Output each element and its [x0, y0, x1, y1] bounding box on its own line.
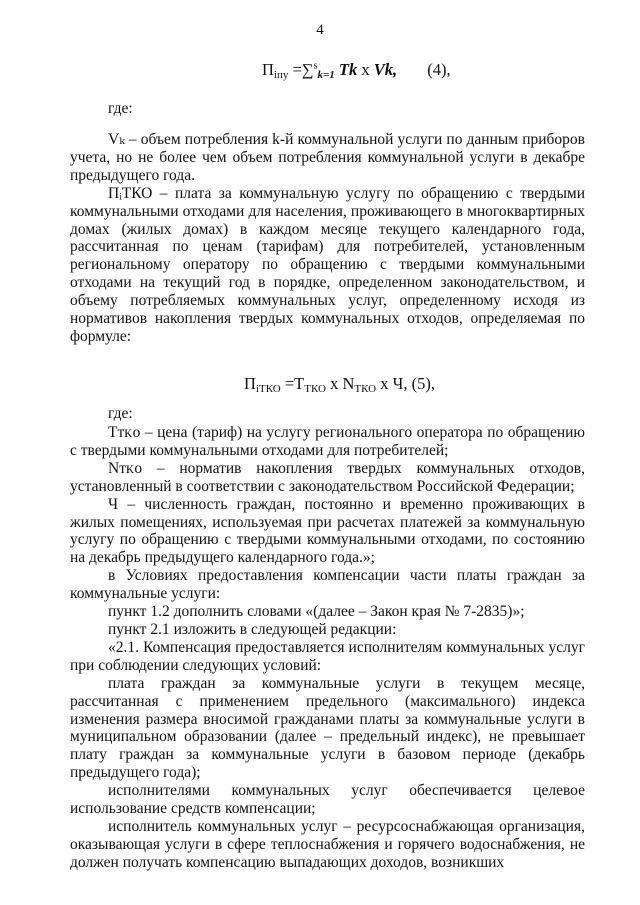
paragraph-pitko: ПᵢТКО – плата за коммунальную услугу по обращению с твердыми коммунальными отходами для населения, проживающего в многоквартирных домах (жилых домах) в каждом месяце текущего календарного года, рассчитанная по ценам (тарифам) для потребителей, установленным региональному оператору по обращению с твердыми коммунальными отходами на текущий год в порядке, определенном законодательством, и объему потребляемых коммунальных услуг, определенному исходя из нормативов накопления твердых коммунальных отходов, определяемая по формуле: — [70, 184, 585, 345]
formula-4-eq: =∑ — [288, 60, 314, 79]
paragraph: пункт 1.2 дополнить словами «(далее – Закон края № 7-2835)»; — [108, 603, 525, 621]
where-label-1: где: — [108, 100, 133, 117]
paragraph: «2.1. Компенсация предоставляется исполнителям коммунальных услуг при соблюдении следующих условий: — [70, 638, 585, 674]
body-block-1 — [70, 131, 585, 346]
formula-4 — [262, 60, 451, 81]
paragraph: Тᴛᴋᴏ – цена (тариф) на услугу регионального оператора по обращению с твердыми коммунальными отходами для потребителей; — [70, 424, 585, 459]
formula-4-lhs-sub: iпу — [273, 69, 289, 81]
formula-4-lhs: П — [262, 60, 274, 79]
paragraph-vk: Vₖ – объем потребления k-й коммунальной услуги по данным приборов учета, но не более чем объем потребления коммунальной услуги в декабре предыдущего года. — [70, 131, 585, 184]
formula-5-rest: x Ч, (5), — [376, 374, 435, 393]
paragraph: Nᴛᴋᴏ – норматив накопления твердых коммунальных отходов, установленный в соответствии с законодательством Российской Федерации; — [70, 459, 585, 495]
paragraph: в Условиях предоставления компенсации части платы граждан за коммунальные услуги: — [70, 567, 585, 603]
formula-5-x1: x N — [325, 374, 355, 393]
paragraph: плата граждан за коммунальные услуги в текущем месяце, рассчитанная с применением предельного (максимального) индекса изменения размера вносимой гражданами платы за коммунальные услуги в муниципальном образовании (далее – предельный индекс), не превышает плату граждан за коммунальные услуги в базовом периоде (декабрь предыдущего года); — [70, 674, 585, 782]
paragraph: исполнитель коммунальных услуг – ресурсоснабжающая организация, оказывающая услуги в сфере теплоснабжения и горячего водоснабжения, не должен получать компенсацию выпадающих доходов, возникших — [70, 817, 585, 871]
formula-4-term1: Tk — [338, 60, 358, 79]
body-block-2 — [70, 424, 585, 872]
paragraph: Ч – численность граждан, постоянно и временно проживающих в жилых помещениях, используемая при расчетах платежей за коммунальную услугу по обращению с твердыми коммунальными отходами, по состоянию на декабрь предыдущего календарного года.»; — [70, 495, 585, 567]
formula-5 — [244, 374, 435, 395]
formula-5-t-sub: ТКО — [304, 383, 326, 395]
page-number: 4 — [316, 22, 324, 38]
formula-4-term2: Vk, — [373, 60, 398, 79]
formula-5-p-sub: iТКО — [255, 383, 281, 395]
formula-5-n-sub: ТКО — [354, 383, 377, 395]
formula-5-eq: =Т — [280, 374, 305, 393]
formula-4-sum-sub: k=1 — [317, 69, 335, 81]
where-label-2: где: — [108, 405, 133, 422]
formula-4-sum-sup: s — [313, 60, 318, 72]
formula-5-p: П — [244, 374, 256, 393]
formula-4-times: x — [357, 60, 374, 79]
formula-4-number: (4), — [427, 60, 451, 79]
paragraph: пункт 2.1 изложить в следующей редакции: — [108, 620, 397, 638]
paragraph: исполнителями коммунальных услуг обеспечивается целевое использование средств компенсации; — [70, 782, 585, 818]
